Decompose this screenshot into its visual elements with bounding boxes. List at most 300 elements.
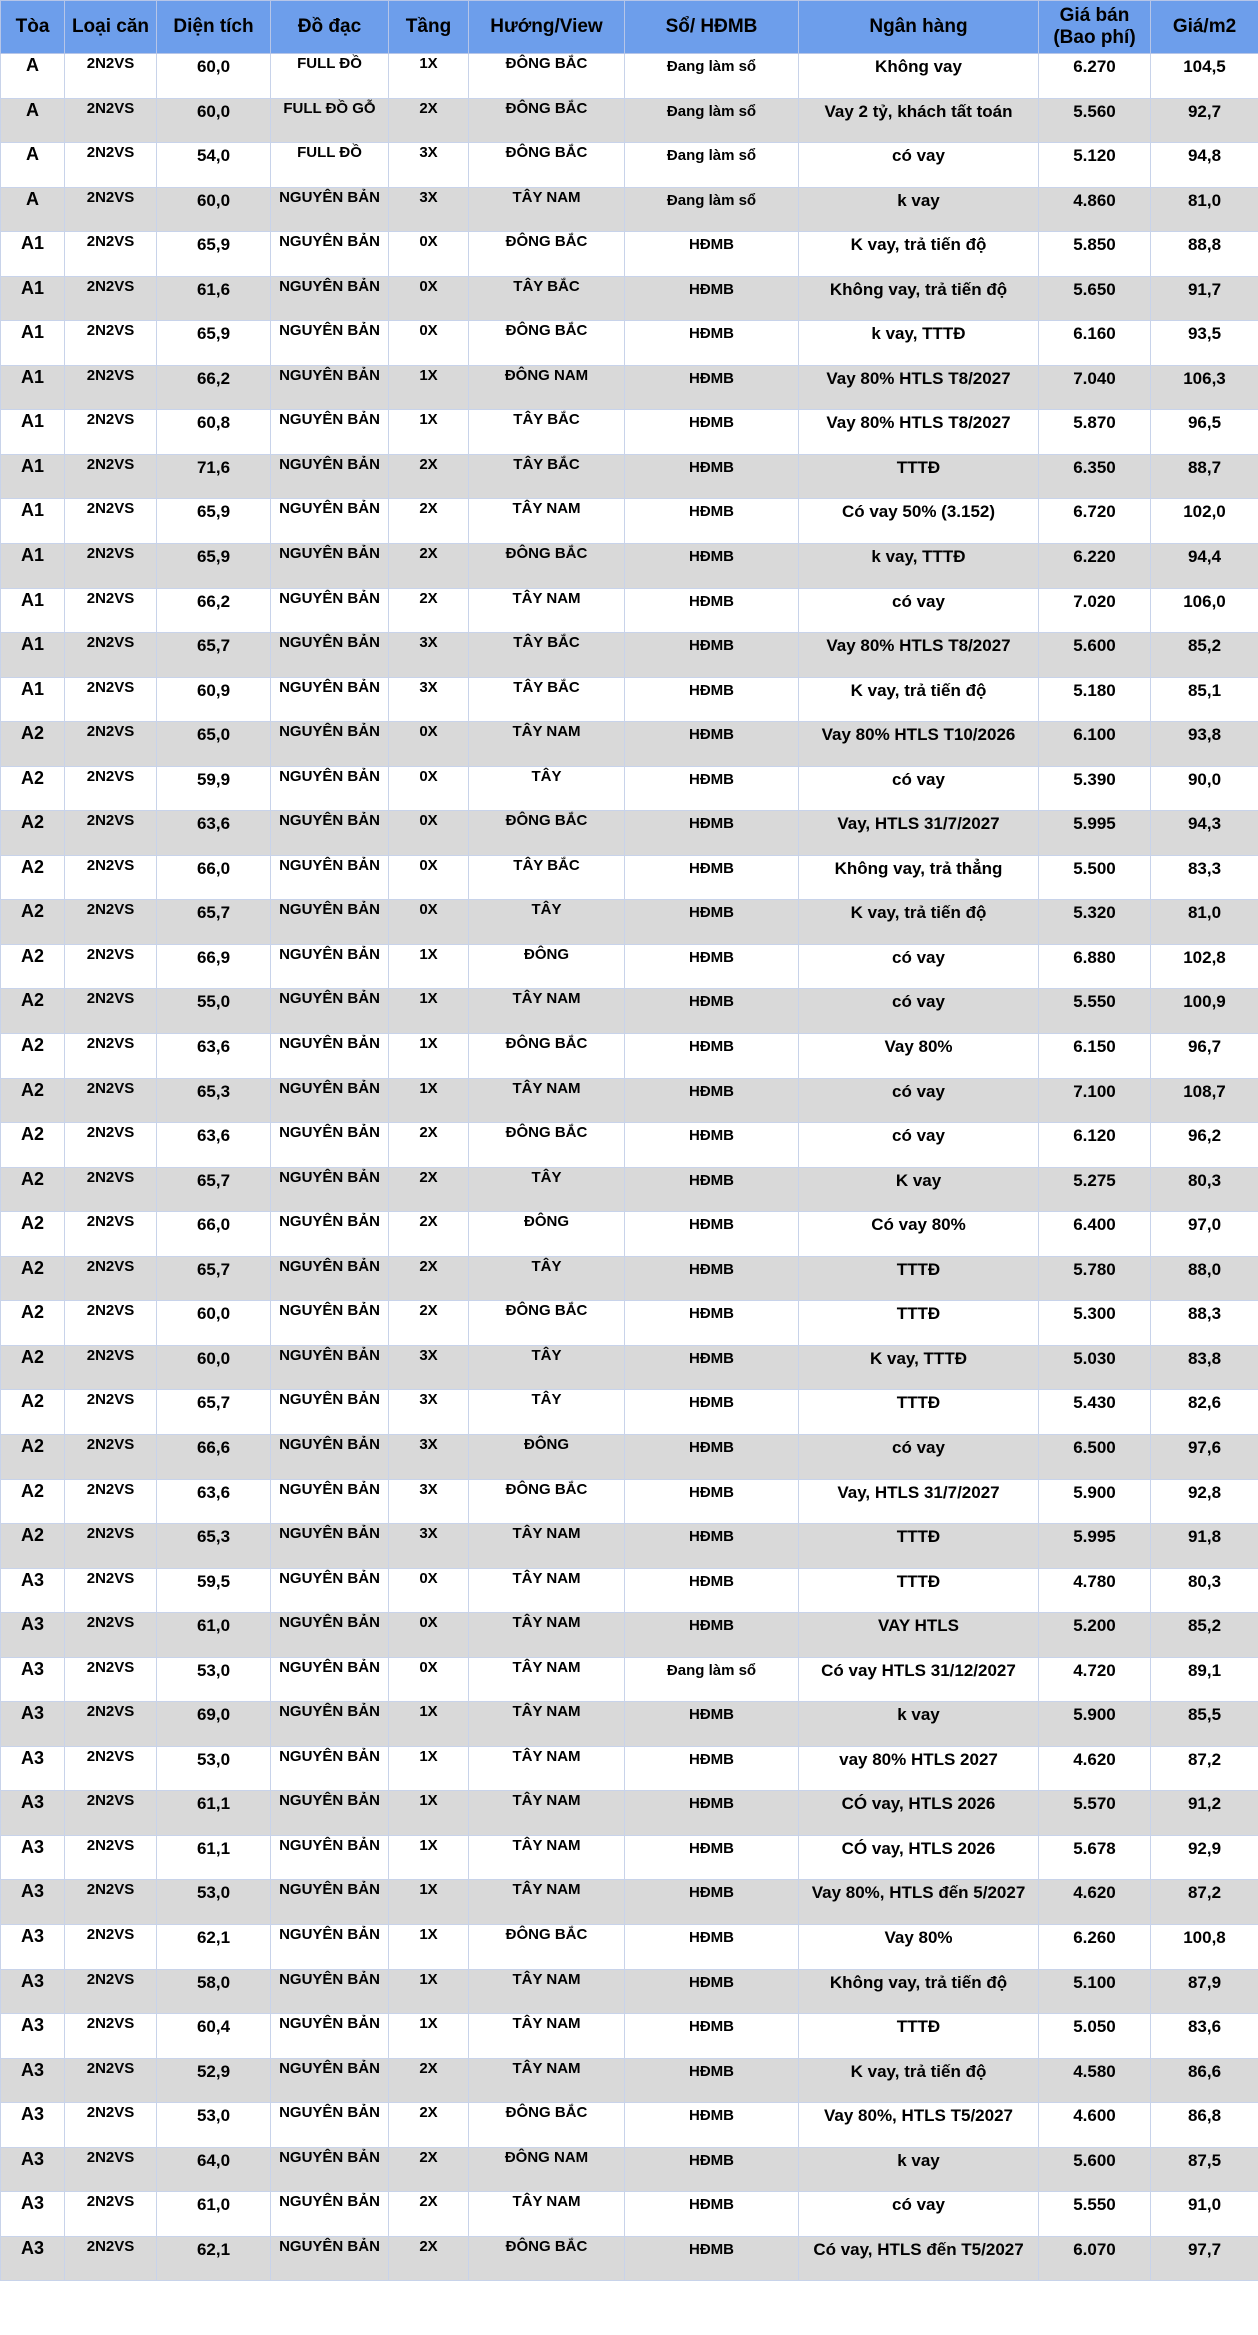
col-loai-can-cell: 2N2VS bbox=[65, 766, 157, 811]
col-gia-ban-cell: 5.560 bbox=[1039, 98, 1151, 143]
col-huong-view-cell: TÂY NAM bbox=[469, 1078, 625, 1123]
col-do-dac-cell: NGUYÊN BẢN bbox=[271, 1167, 389, 1212]
col-do-dac-cell: NGUYÊN BẢN bbox=[271, 1657, 389, 1702]
col-so-hdmb-cell: HĐMB bbox=[625, 1434, 799, 1479]
col-gia-ban-cell: 6.350 bbox=[1039, 454, 1151, 499]
col-gia-ban-cell: 5.550 bbox=[1039, 989, 1151, 1034]
col-loai-can-cell: 2N2VS bbox=[65, 1390, 157, 1435]
col-huong-view-cell: TÂY NAM bbox=[469, 588, 625, 633]
col-toa-cell: A2 bbox=[1, 1123, 65, 1168]
col-so-hdmb-cell: HĐMB bbox=[625, 633, 799, 678]
col-so-hdmb-cell: HĐMB bbox=[625, 410, 799, 455]
col-tang-cell: 1X bbox=[389, 944, 469, 989]
col-tang-cell: 2X bbox=[389, 1256, 469, 1301]
table-row bbox=[1, 1880, 1258, 1925]
col-gia-m2-cell: 81,0 bbox=[1151, 187, 1258, 232]
col-so-hdmb-cell: HĐMB bbox=[625, 1702, 799, 1747]
col-huong-view-cell: ĐÔNG BẮC bbox=[469, 232, 625, 277]
col-gia-ban-cell: 6.150 bbox=[1039, 1034, 1151, 1079]
col-gia-ban-cell: 5.430 bbox=[1039, 1390, 1151, 1435]
col-huong-view-cell: TÂY NAM bbox=[469, 1657, 625, 1702]
col-toa-cell: A3 bbox=[1, 1568, 65, 1613]
col-tang-cell: 2X bbox=[389, 2147, 469, 2192]
header-row bbox=[1, 1, 1258, 54]
col-ngan-hang-cell: K vay, trả tiến độ bbox=[799, 232, 1039, 277]
col-dien-tich-cell: 65,3 bbox=[157, 1078, 271, 1123]
col-huong-view-cell: ĐÔNG NAM bbox=[469, 365, 625, 410]
col-so-hdmb-cell: Đang làm sổ bbox=[625, 187, 799, 232]
col-do-dac-cell: NGUYÊN BẢN bbox=[271, 1791, 389, 1836]
col-so-hdmb-cell: HĐMB bbox=[625, 365, 799, 410]
col-so-hdmb-cell: HĐMB bbox=[625, 1078, 799, 1123]
col-huong-view-cell: ĐÔNG bbox=[469, 1434, 625, 1479]
col-toa-cell: A3 bbox=[1, 1791, 65, 1836]
col-gia-m2-header: Giá/m2 bbox=[1151, 1, 1258, 54]
col-dien-tich-cell: 71,6 bbox=[157, 454, 271, 499]
col-gia-ban-cell: 5.780 bbox=[1039, 1256, 1151, 1301]
col-loai-can-cell: 2N2VS bbox=[65, 410, 157, 455]
col-dien-tich-cell: 66,9 bbox=[157, 944, 271, 989]
col-gia-m2-cell: 83,8 bbox=[1151, 1345, 1258, 1390]
col-dien-tich-cell: 60,0 bbox=[157, 54, 271, 99]
col-huong-view-cell: ĐÔNG NAM bbox=[469, 2147, 625, 2192]
table-row bbox=[1, 1390, 1258, 1435]
col-toa-cell: A2 bbox=[1, 1301, 65, 1346]
col-dien-tich-cell: 66,6 bbox=[157, 1434, 271, 1479]
col-so-hdmb-cell: HĐMB bbox=[625, 1924, 799, 1969]
col-gia-m2-cell: 80,3 bbox=[1151, 1167, 1258, 1212]
col-tang-cell: 2X bbox=[389, 588, 469, 633]
col-loai-can-cell: 2N2VS bbox=[65, 2147, 157, 2192]
col-huong-view-cell: ĐÔNG BẮC bbox=[469, 1123, 625, 1168]
col-gia-m2-cell: 108,7 bbox=[1151, 1078, 1258, 1123]
col-gia-m2-cell: 96,2 bbox=[1151, 1123, 1258, 1168]
col-gia-ban-cell: 4.620 bbox=[1039, 1880, 1151, 1925]
col-gia-ban-cell: 5.500 bbox=[1039, 855, 1151, 900]
col-gia-ban-cell: 5.850 bbox=[1039, 232, 1151, 277]
col-toa-cell: A2 bbox=[1, 855, 65, 900]
col-so-hdmb-cell: HĐMB bbox=[625, 1835, 799, 1880]
col-gia-m2-cell: 102,0 bbox=[1151, 499, 1258, 544]
col-huong-view-cell: ĐÔNG bbox=[469, 944, 625, 989]
col-do-dac-cell: NGUYÊN BẢN bbox=[271, 1479, 389, 1524]
col-loai-can-cell: 2N2VS bbox=[65, 143, 157, 188]
col-toa-cell: A3 bbox=[1, 1969, 65, 2014]
col-ngan-hang-cell: Vay 2 tỷ, khách tất toán bbox=[799, 98, 1039, 143]
col-huong-view-cell: ĐÔNG bbox=[469, 1212, 625, 1257]
col-ngan-hang-cell: TTTĐ bbox=[799, 1301, 1039, 1346]
col-gia-ban-cell: 7.100 bbox=[1039, 1078, 1151, 1123]
col-do-dac-cell: NGUYÊN BẢN bbox=[271, 1880, 389, 1925]
col-ngan-hang-cell: có vay bbox=[799, 1078, 1039, 1123]
col-tang-cell: 3X bbox=[389, 1345, 469, 1390]
col-loai-can-cell: 2N2VS bbox=[65, 98, 157, 143]
col-do-dac-cell: NGUYÊN BẢN bbox=[271, 1034, 389, 1079]
col-tang-cell: 2X bbox=[389, 1167, 469, 1212]
col-do-dac-cell: NGUYÊN BẢN bbox=[271, 722, 389, 767]
col-gia-ban-cell: 5.870 bbox=[1039, 410, 1151, 455]
col-tang-cell: 3X bbox=[389, 677, 469, 722]
table-row bbox=[1, 187, 1258, 232]
col-gia-m2-cell: 86,8 bbox=[1151, 2103, 1258, 2148]
col-dien-tich-cell: 61,6 bbox=[157, 276, 271, 321]
table-row bbox=[1, 722, 1258, 767]
col-do-dac-cell: NGUYÊN BẢN bbox=[271, 989, 389, 1034]
col-dien-tich-cell: 69,0 bbox=[157, 1702, 271, 1747]
col-huong-view-cell: TÂY BẮC bbox=[469, 454, 625, 499]
col-huong-view-cell: TÂY BẮC bbox=[469, 633, 625, 678]
col-do-dac-cell: NGUYÊN BẢN bbox=[271, 454, 389, 499]
col-toa-cell: A2 bbox=[1, 1345, 65, 1390]
table-row bbox=[1, 1167, 1258, 1212]
col-toa-cell: A3 bbox=[1, 2014, 65, 2059]
col-gia-m2-cell: 100,8 bbox=[1151, 1924, 1258, 1969]
col-ngan-hang-cell: TTTĐ bbox=[799, 1256, 1039, 1301]
col-so-hdmb-header: Sổ/ HĐMB bbox=[625, 1, 799, 54]
col-loai-can-cell: 2N2VS bbox=[65, 722, 157, 767]
col-ngan-hang-cell: Có vay HTLS 31/12/2027 bbox=[799, 1657, 1039, 1702]
col-gia-m2-cell: 97,0 bbox=[1151, 1212, 1258, 1257]
col-dien-tich-cell: 60,0 bbox=[157, 98, 271, 143]
col-ngan-hang-cell: TTTĐ bbox=[799, 1524, 1039, 1569]
col-ngan-hang-cell: vay 80% HTLS 2027 bbox=[799, 1746, 1039, 1791]
col-gia-ban-cell: 5.900 bbox=[1039, 1479, 1151, 1524]
col-do-dac-cell: NGUYÊN BẢN bbox=[271, 410, 389, 455]
table-body bbox=[1, 54, 1258, 2281]
table-row bbox=[1, 98, 1258, 143]
col-gia-m2-cell: 81,0 bbox=[1151, 900, 1258, 945]
col-tang-cell: 0X bbox=[389, 232, 469, 277]
col-dien-tich-cell: 66,2 bbox=[157, 365, 271, 410]
col-loai-can-cell: 2N2VS bbox=[65, 1613, 157, 1658]
col-dien-tich-cell: 65,0 bbox=[157, 722, 271, 767]
col-gia-m2-cell: 104,5 bbox=[1151, 54, 1258, 99]
col-gia-m2-cell: 82,6 bbox=[1151, 1390, 1258, 1435]
col-ngan-hang-cell: Có vay, HTLS đến T5/2027 bbox=[799, 2236, 1039, 2281]
table-row bbox=[1, 1702, 1258, 1747]
col-do-dac-cell: FULL ĐỒ bbox=[271, 54, 389, 99]
col-so-hdmb-cell: Đang làm sổ bbox=[625, 143, 799, 188]
col-ngan-hang-cell: Không vay bbox=[799, 54, 1039, 99]
col-huong-view-cell: TÂY bbox=[469, 1167, 625, 1212]
col-ngan-hang-cell: Vay, HTLS 31/7/2027 bbox=[799, 811, 1039, 856]
col-tang-cell: 3X bbox=[389, 1524, 469, 1569]
col-loai-can-cell: 2N2VS bbox=[65, 2192, 157, 2237]
col-loai-can-cell: 2N2VS bbox=[65, 544, 157, 589]
table-row bbox=[1, 143, 1258, 188]
col-loai-can-cell: 2N2VS bbox=[65, 900, 157, 945]
col-ngan-hang-cell: Vay 80% bbox=[799, 1034, 1039, 1079]
table-row bbox=[1, 2058, 1258, 2103]
col-gia-m2-cell: 91,8 bbox=[1151, 1524, 1258, 1569]
table-row bbox=[1, 989, 1258, 1034]
col-dien-tich-cell: 65,9 bbox=[157, 544, 271, 589]
col-huong-view-cell: TÂY BẮC bbox=[469, 855, 625, 900]
table-row bbox=[1, 855, 1258, 900]
table-row bbox=[1, 232, 1258, 277]
col-so-hdmb-cell: HĐMB bbox=[625, 1034, 799, 1079]
col-toa-cell: A1 bbox=[1, 588, 65, 633]
col-gia-m2-cell: 97,7 bbox=[1151, 2236, 1258, 2281]
table-row bbox=[1, 944, 1258, 989]
col-so-hdmb-cell: HĐMB bbox=[625, 811, 799, 856]
col-tang-cell: 3X bbox=[389, 633, 469, 678]
col-ngan-hang-cell: TTTĐ bbox=[799, 2014, 1039, 2059]
col-tang-cell: 0X bbox=[389, 811, 469, 856]
col-gia-m2-cell: 94,4 bbox=[1151, 544, 1258, 589]
col-tang-cell: 2X bbox=[389, 1212, 469, 1257]
col-dien-tich-cell: 63,6 bbox=[157, 1123, 271, 1168]
col-gia-m2-cell: 85,2 bbox=[1151, 633, 1258, 678]
col-tang-cell: 1X bbox=[389, 2014, 469, 2059]
col-ngan-hang-cell: Có vay 80% bbox=[799, 1212, 1039, 1257]
col-do-dac-cell: NGUYÊN BẢN bbox=[271, 633, 389, 678]
col-tang-cell: 1X bbox=[389, 1746, 469, 1791]
col-ngan-hang-cell: có vay bbox=[799, 588, 1039, 633]
col-dien-tich-cell: 61,1 bbox=[157, 1791, 271, 1836]
col-tang-cell: 2X bbox=[389, 1123, 469, 1168]
col-loai-can-cell: 2N2VS bbox=[65, 944, 157, 989]
col-do-dac-cell: NGUYÊN BẢN bbox=[271, 187, 389, 232]
col-do-dac-cell: NGUYÊN BẢN bbox=[271, 365, 389, 410]
col-do-dac-cell: NGUYÊN BẢN bbox=[271, 1256, 389, 1301]
table-row bbox=[1, 499, 1258, 544]
col-do-dac-cell: NGUYÊN BẢN bbox=[271, 499, 389, 544]
col-ngan-hang-cell: CÓ vay, HTLS 2026 bbox=[799, 1791, 1039, 1836]
col-so-hdmb-cell: HĐMB bbox=[625, 2058, 799, 2103]
table-row bbox=[1, 2192, 1258, 2237]
col-do-dac-cell: NGUYÊN BẢN bbox=[271, 677, 389, 722]
col-gia-ban-cell: 6.120 bbox=[1039, 1123, 1151, 1168]
col-so-hdmb-cell: HĐMB bbox=[625, 1613, 799, 1658]
col-gia-m2-cell: 85,1 bbox=[1151, 677, 1258, 722]
col-loai-can-cell: 2N2VS bbox=[65, 2058, 157, 2103]
col-tang-cell: 2X bbox=[389, 544, 469, 589]
col-huong-view-cell: TÂY bbox=[469, 1256, 625, 1301]
table-row bbox=[1, 365, 1258, 410]
col-ngan-hang-cell: K vay, trả tiến độ bbox=[799, 900, 1039, 945]
col-huong-view-cell: TÂY NAM bbox=[469, 2014, 625, 2059]
col-loai-can-cell: 2N2VS bbox=[65, 232, 157, 277]
col-loai-can-cell: 2N2VS bbox=[65, 276, 157, 321]
col-gia-m2-cell: 87,2 bbox=[1151, 1880, 1258, 1925]
col-gia-ban-cell: 4.620 bbox=[1039, 1746, 1151, 1791]
col-loai-can-cell: 2N2VS bbox=[65, 1746, 157, 1791]
table-row bbox=[1, 1657, 1258, 1702]
col-so-hdmb-cell: HĐMB bbox=[625, 1524, 799, 1569]
col-toa-cell: A3 bbox=[1, 1835, 65, 1880]
col-so-hdmb-cell: HĐMB bbox=[625, 900, 799, 945]
col-dien-tich-cell: 65,9 bbox=[157, 321, 271, 366]
col-loai-can-cell: 2N2VS bbox=[65, 677, 157, 722]
col-toa-cell: A3 bbox=[1, 2147, 65, 2192]
col-ngan-hang-cell: VAY HTLS bbox=[799, 1613, 1039, 1658]
col-toa-cell: A3 bbox=[1, 1924, 65, 1969]
col-loai-can-cell: 2N2VS bbox=[65, 1568, 157, 1613]
col-gia-ban-cell: 5.120 bbox=[1039, 143, 1151, 188]
col-gia-m2-cell: 92,9 bbox=[1151, 1835, 1258, 1880]
col-dien-tich-cell: 59,9 bbox=[157, 766, 271, 811]
col-tang-cell: 2X bbox=[389, 2103, 469, 2148]
col-huong-view-cell: ĐÔNG BẮC bbox=[469, 2236, 625, 2281]
col-loai-can-cell: 2N2VS bbox=[65, 588, 157, 633]
col-huong-view-cell: TÂY NAM bbox=[469, 1702, 625, 1747]
col-toa-cell: A2 bbox=[1, 1524, 65, 1569]
col-huong-view-cell: TÂY NAM bbox=[469, 1746, 625, 1791]
col-do-dac-cell: NGUYÊN BẢN bbox=[271, 811, 389, 856]
table-row bbox=[1, 1524, 1258, 1569]
col-huong-view-cell: ĐÔNG BẮC bbox=[469, 2103, 625, 2148]
col-ngan-hang-cell: Vay 80% HTLS T10/2026 bbox=[799, 722, 1039, 767]
col-tang-cell: 0X bbox=[389, 722, 469, 767]
col-loai-can-header: Loại căn bbox=[65, 1, 157, 54]
col-do-dac-cell: NGUYÊN BẢN bbox=[271, 321, 389, 366]
col-gia-m2-cell: 96,7 bbox=[1151, 1034, 1258, 1079]
col-gia-m2-cell: 83,3 bbox=[1151, 855, 1258, 900]
col-gia-ban-cell: 7.040 bbox=[1039, 365, 1151, 410]
col-huong-view-cell: TÂY bbox=[469, 766, 625, 811]
col-ngan-hang-cell: có vay bbox=[799, 944, 1039, 989]
col-huong-view-cell: ĐÔNG BẮC bbox=[469, 1034, 625, 1079]
col-gia-m2-cell: 85,5 bbox=[1151, 1702, 1258, 1747]
col-so-hdmb-cell: HĐMB bbox=[625, 232, 799, 277]
col-toa-cell: A2 bbox=[1, 1167, 65, 1212]
col-loai-can-cell: 2N2VS bbox=[65, 454, 157, 499]
col-tang-cell: 2X bbox=[389, 2236, 469, 2281]
col-dien-tich-cell: 61,1 bbox=[157, 1835, 271, 1880]
col-toa-cell: A2 bbox=[1, 1479, 65, 1524]
col-toa-cell: A bbox=[1, 54, 65, 99]
table-row bbox=[1, 1746, 1258, 1791]
col-so-hdmb-cell: HĐMB bbox=[625, 454, 799, 499]
col-huong-view-cell: TÂY BẮC bbox=[469, 276, 625, 321]
col-do-dac-cell: NGUYÊN BẢN bbox=[271, 1301, 389, 1346]
col-dien-tich-cell: 60,0 bbox=[157, 1301, 271, 1346]
col-gia-ban-cell: 6.160 bbox=[1039, 321, 1151, 366]
col-gia-ban-cell: 6.500 bbox=[1039, 1434, 1151, 1479]
col-so-hdmb-cell: HĐMB bbox=[625, 2236, 799, 2281]
col-do-dac-cell: NGUYÊN BẢN bbox=[271, 1613, 389, 1658]
col-toa-cell: A2 bbox=[1, 989, 65, 1034]
col-tang-cell: 2X bbox=[389, 98, 469, 143]
col-tang-cell: 0X bbox=[389, 766, 469, 811]
col-gia-ban-cell: 5.030 bbox=[1039, 1345, 1151, 1390]
col-so-hdmb-cell: HĐMB bbox=[625, 1212, 799, 1257]
table-row bbox=[1, 1301, 1258, 1346]
col-dien-tich-cell: 60,0 bbox=[157, 1345, 271, 1390]
col-loai-can-cell: 2N2VS bbox=[65, 499, 157, 544]
col-so-hdmb-cell: HĐMB bbox=[625, 1568, 799, 1613]
col-ngan-hang-header: Ngân hàng bbox=[799, 1, 1039, 54]
col-do-dac-cell: NGUYÊN BẢN bbox=[271, 1746, 389, 1791]
col-huong-view-cell: TÂY bbox=[469, 1345, 625, 1390]
col-ngan-hang-cell: Không vay, trả tiến độ bbox=[799, 276, 1039, 321]
col-huong-view-cell: TÂY BẮC bbox=[469, 677, 625, 722]
col-tang-cell: 3X bbox=[389, 1479, 469, 1524]
table-row bbox=[1, 633, 1258, 678]
col-do-dac-cell: NGUYÊN BẢN bbox=[271, 766, 389, 811]
col-gia-m2-cell: 87,5 bbox=[1151, 2147, 1258, 2192]
col-ngan-hang-cell: TTTĐ bbox=[799, 1568, 1039, 1613]
col-ngan-hang-cell: K vay, trả tiến độ bbox=[799, 677, 1039, 722]
col-do-dac-cell: NGUYÊN BẢN bbox=[271, 944, 389, 989]
table-row bbox=[1, 276, 1258, 321]
col-loai-can-cell: 2N2VS bbox=[65, 321, 157, 366]
col-so-hdmb-cell: HĐMB bbox=[625, 855, 799, 900]
col-loai-can-cell: 2N2VS bbox=[65, 1924, 157, 1969]
col-gia-m2-cell: 89,1 bbox=[1151, 1657, 1258, 1702]
col-huong-view-cell: TÂY NAM bbox=[469, 187, 625, 232]
col-dien-tich-cell: 65,7 bbox=[157, 1390, 271, 1435]
col-toa-cell: A2 bbox=[1, 1434, 65, 1479]
col-do-dac-cell: NGUYÊN BẢN bbox=[271, 900, 389, 945]
table-row bbox=[1, 1479, 1258, 1524]
col-tang-cell: 0X bbox=[389, 900, 469, 945]
col-so-hdmb-cell: HĐMB bbox=[625, 1479, 799, 1524]
col-do-dac-cell: NGUYÊN BẢN bbox=[271, 1568, 389, 1613]
col-toa-cell: A2 bbox=[1, 1256, 65, 1301]
col-toa-cell: A3 bbox=[1, 1613, 65, 1658]
col-huong-view-cell: ĐÔNG BẮC bbox=[469, 811, 625, 856]
col-dien-tich-cell: 64,0 bbox=[157, 2147, 271, 2192]
col-so-hdmb-cell: Đang làm sổ bbox=[625, 98, 799, 143]
table-row bbox=[1, 811, 1258, 856]
col-tang-cell: 0X bbox=[389, 1568, 469, 1613]
col-so-hdmb-cell: HĐMB bbox=[625, 1969, 799, 2014]
col-tang-cell: 1X bbox=[389, 1078, 469, 1123]
col-toa-cell: A2 bbox=[1, 944, 65, 989]
col-toa-cell: A3 bbox=[1, 1746, 65, 1791]
col-gia-ban-cell: 5.275 bbox=[1039, 1167, 1151, 1212]
table-row bbox=[1, 1835, 1258, 1880]
col-so-hdmb-cell: HĐMB bbox=[625, 766, 799, 811]
col-so-hdmb-cell: HĐMB bbox=[625, 588, 799, 633]
col-dien-tich-cell: 62,1 bbox=[157, 2236, 271, 2281]
col-gia-ban-cell: 5.600 bbox=[1039, 633, 1151, 678]
col-loai-can-cell: 2N2VS bbox=[65, 811, 157, 856]
col-gia-m2-cell: 92,8 bbox=[1151, 1479, 1258, 1524]
col-dien-tich-cell: 65,7 bbox=[157, 900, 271, 945]
col-so-hdmb-cell: Đang làm sổ bbox=[625, 54, 799, 99]
col-so-hdmb-cell: HĐMB bbox=[625, 2192, 799, 2237]
col-huong-view-cell: TÂY bbox=[469, 900, 625, 945]
col-gia-m2-cell: 88,8 bbox=[1151, 232, 1258, 277]
col-huong-view-cell: TÂY NAM bbox=[469, 1969, 625, 2014]
col-so-hdmb-cell: HĐMB bbox=[625, 1123, 799, 1168]
col-do-dac-cell: NGUYÊN BẢN bbox=[271, 1078, 389, 1123]
col-tang-cell: 2X bbox=[389, 2192, 469, 2237]
col-so-hdmb-cell: HĐMB bbox=[625, 677, 799, 722]
col-tang-cell: 1X bbox=[389, 989, 469, 1034]
col-do-dac-cell: NGUYÊN BẢN bbox=[271, 1345, 389, 1390]
col-huong-view-cell: ĐÔNG BẮC bbox=[469, 1924, 625, 1969]
col-so-hdmb-cell: HĐMB bbox=[625, 1301, 799, 1346]
col-huong-view-cell: TÂY NAM bbox=[469, 1791, 625, 1836]
col-loai-can-cell: 2N2VS bbox=[65, 1969, 157, 2014]
col-toa-header: Tòa bbox=[1, 1, 65, 54]
col-so-hdmb-cell: HĐMB bbox=[625, 944, 799, 989]
col-dien-tich-cell: 65,3 bbox=[157, 1524, 271, 1569]
col-tang-cell: 1X bbox=[389, 410, 469, 455]
col-dien-tich-cell: 62,1 bbox=[157, 1924, 271, 1969]
col-so-hdmb-cell: Đang làm sổ bbox=[625, 1657, 799, 1702]
col-do-dac-cell: NGUYÊN BẢN bbox=[271, 2014, 389, 2059]
col-gia-m2-cell: 91,0 bbox=[1151, 2192, 1258, 2237]
col-tang-cell: 3X bbox=[389, 187, 469, 232]
col-gia-m2-cell: 92,7 bbox=[1151, 98, 1258, 143]
col-loai-can-cell: 2N2VS bbox=[65, 54, 157, 99]
col-tang-cell: 1X bbox=[389, 1924, 469, 1969]
